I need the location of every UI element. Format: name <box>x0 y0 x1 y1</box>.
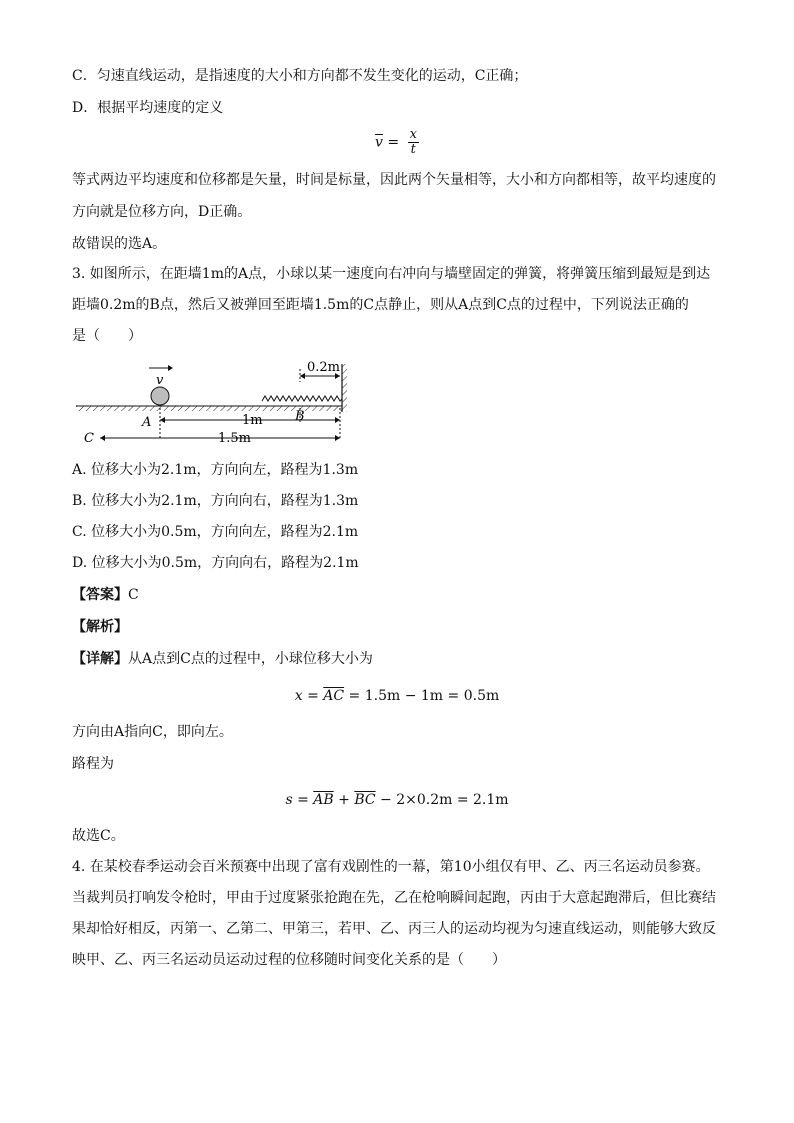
formula-fraction <box>408 128 419 157</box>
answer-label: 【答案】 <box>72 587 128 603</box>
q3-option-d: D. 位移大小为0.5m，方向向右，路程为2.1m <box>72 555 359 571</box>
dim-1m-arrow-left <box>160 417 165 423</box>
d3-label: 1.5m <box>218 431 252 446</box>
eq1-rhs: = 1.5m − 1m = 0.5m <box>344 688 500 704</box>
displacement-equation <box>72 686 722 706</box>
path-equation <box>72 790 722 810</box>
formula-equals: = <box>382 134 404 151</box>
eq2-rhs: − 2×0.2m = 2.1m <box>375 792 509 808</box>
q3-option-c: C. 位移大小为0.5m，方向向左，路程为2.1m <box>72 524 359 540</box>
q3-stem-2: 距墙0.2m的B点，然后又被弹回至距墙1.5m的C点静止，则从A点到C点的过程中，下列说法正确的 <box>72 297 689 313</box>
q3-stem-3: 是（ ） <box>72 328 142 344</box>
wall-hatch <box>342 364 347 412</box>
eq1-lhs: x = <box>294 688 324 704</box>
spring-wall-figure <box>72 354 362 454</box>
d1-label: 0.2m <box>307 360 341 375</box>
option-c-explanation: C．匀速直线运动，是指速度的大小和方向都不发生变化的运动，C正确； <box>72 68 528 84</box>
q3-choose: 故选C。 <box>72 828 125 844</box>
velocity-arrow-head <box>168 365 173 371</box>
eq2-lhs: s = <box>285 792 314 808</box>
q3-analysis-label: 【解析】 <box>72 619 128 635</box>
q3-path-label: 路程为 <box>72 756 114 772</box>
formula-v: $\overline{v}$ <box>375 134 383 151</box>
eq1-segment: $\overline{AC}$ <box>323 688 345 704</box>
spring <box>262 396 342 401</box>
answer-value: C <box>128 587 139 603</box>
q4-stem-3: 果却恰好相反，丙第一、乙第二、甲第三，若甲、乙、丙三人的运动均视为匀速直线运动，则能够大致反 <box>72 921 716 937</box>
c-label: C <box>84 431 94 446</box>
average-velocity-formula <box>72 128 722 157</box>
ball <box>151 387 169 405</box>
eq2-plus: + <box>333 792 355 808</box>
q4-stem-2: 当裁判员打响发令枪时，甲由于过度紧张抢跑在先，乙在枪响瞬间起跑，丙由于大意起跑滞后，但比赛结 <box>72 890 716 906</box>
detail-text: 从A点到C点的过程中，小球位移大小为 <box>128 651 373 667</box>
dim-1-5m-arrow-right <box>335 435 340 441</box>
d2-label: 1m <box>242 413 263 428</box>
q3-option-b: B. 位移大小为2.1m，方向向右，路程为1.3m <box>72 493 359 509</box>
dim-0-2m-arrow-left <box>300 373 305 379</box>
q4-stem-4: 映甲、乙、丙三名运动员运动过程的位移随时间变化关系的是（ ） <box>72 952 506 968</box>
q3-answer <box>72 585 139 605</box>
option-d-explanation: D．根据平均速度的定义 <box>72 100 224 116</box>
b-label: B <box>295 409 305 424</box>
q3-direction: 方向由A指向C，即向左。 <box>72 724 233 740</box>
q2-conclusion: 故错误的选A。 <box>72 236 167 252</box>
dim-1-5m-arrow-left <box>100 435 105 441</box>
option-d-detail-1: 等式两边平均速度和位移都是矢量，时间是标量，因此两个矢量相等，大小和方向都相等，故平均速度的 <box>72 172 716 188</box>
q3-option-a: A. 位移大小为2.1m，方向向左，路程为1.3m <box>72 462 359 478</box>
detail-label: 【详解】 <box>72 651 128 667</box>
a-label: A <box>142 415 152 430</box>
q3-detail <box>72 649 373 669</box>
q4-stem-1: 4. 在某校春季运动会百米预赛中出现了富有戏剧性的一幕，第10小组仅有甲、乙、丙三名运动员参赛。 <box>72 859 710 875</box>
v-label: v <box>156 373 164 388</box>
formula-numerator: x <box>409 127 417 142</box>
eq2-segment-ab: $\overline{AB}$ <box>313 792 334 808</box>
formula-denominator: t <box>410 142 416 157</box>
dim-1m-arrow-right <box>335 417 340 423</box>
option-d-detail-2: 方向就是位移方向，D正确。 <box>72 204 252 220</box>
eq2-segment-bc: $\overline{BC}$ <box>354 792 376 808</box>
q3-stem-1: 3. 如图所示，在距墙1m的A点，小球以某一速度向右冲向与墙壁固定的弹簧，将弹簧压缩到最短是到达 <box>72 266 711 282</box>
